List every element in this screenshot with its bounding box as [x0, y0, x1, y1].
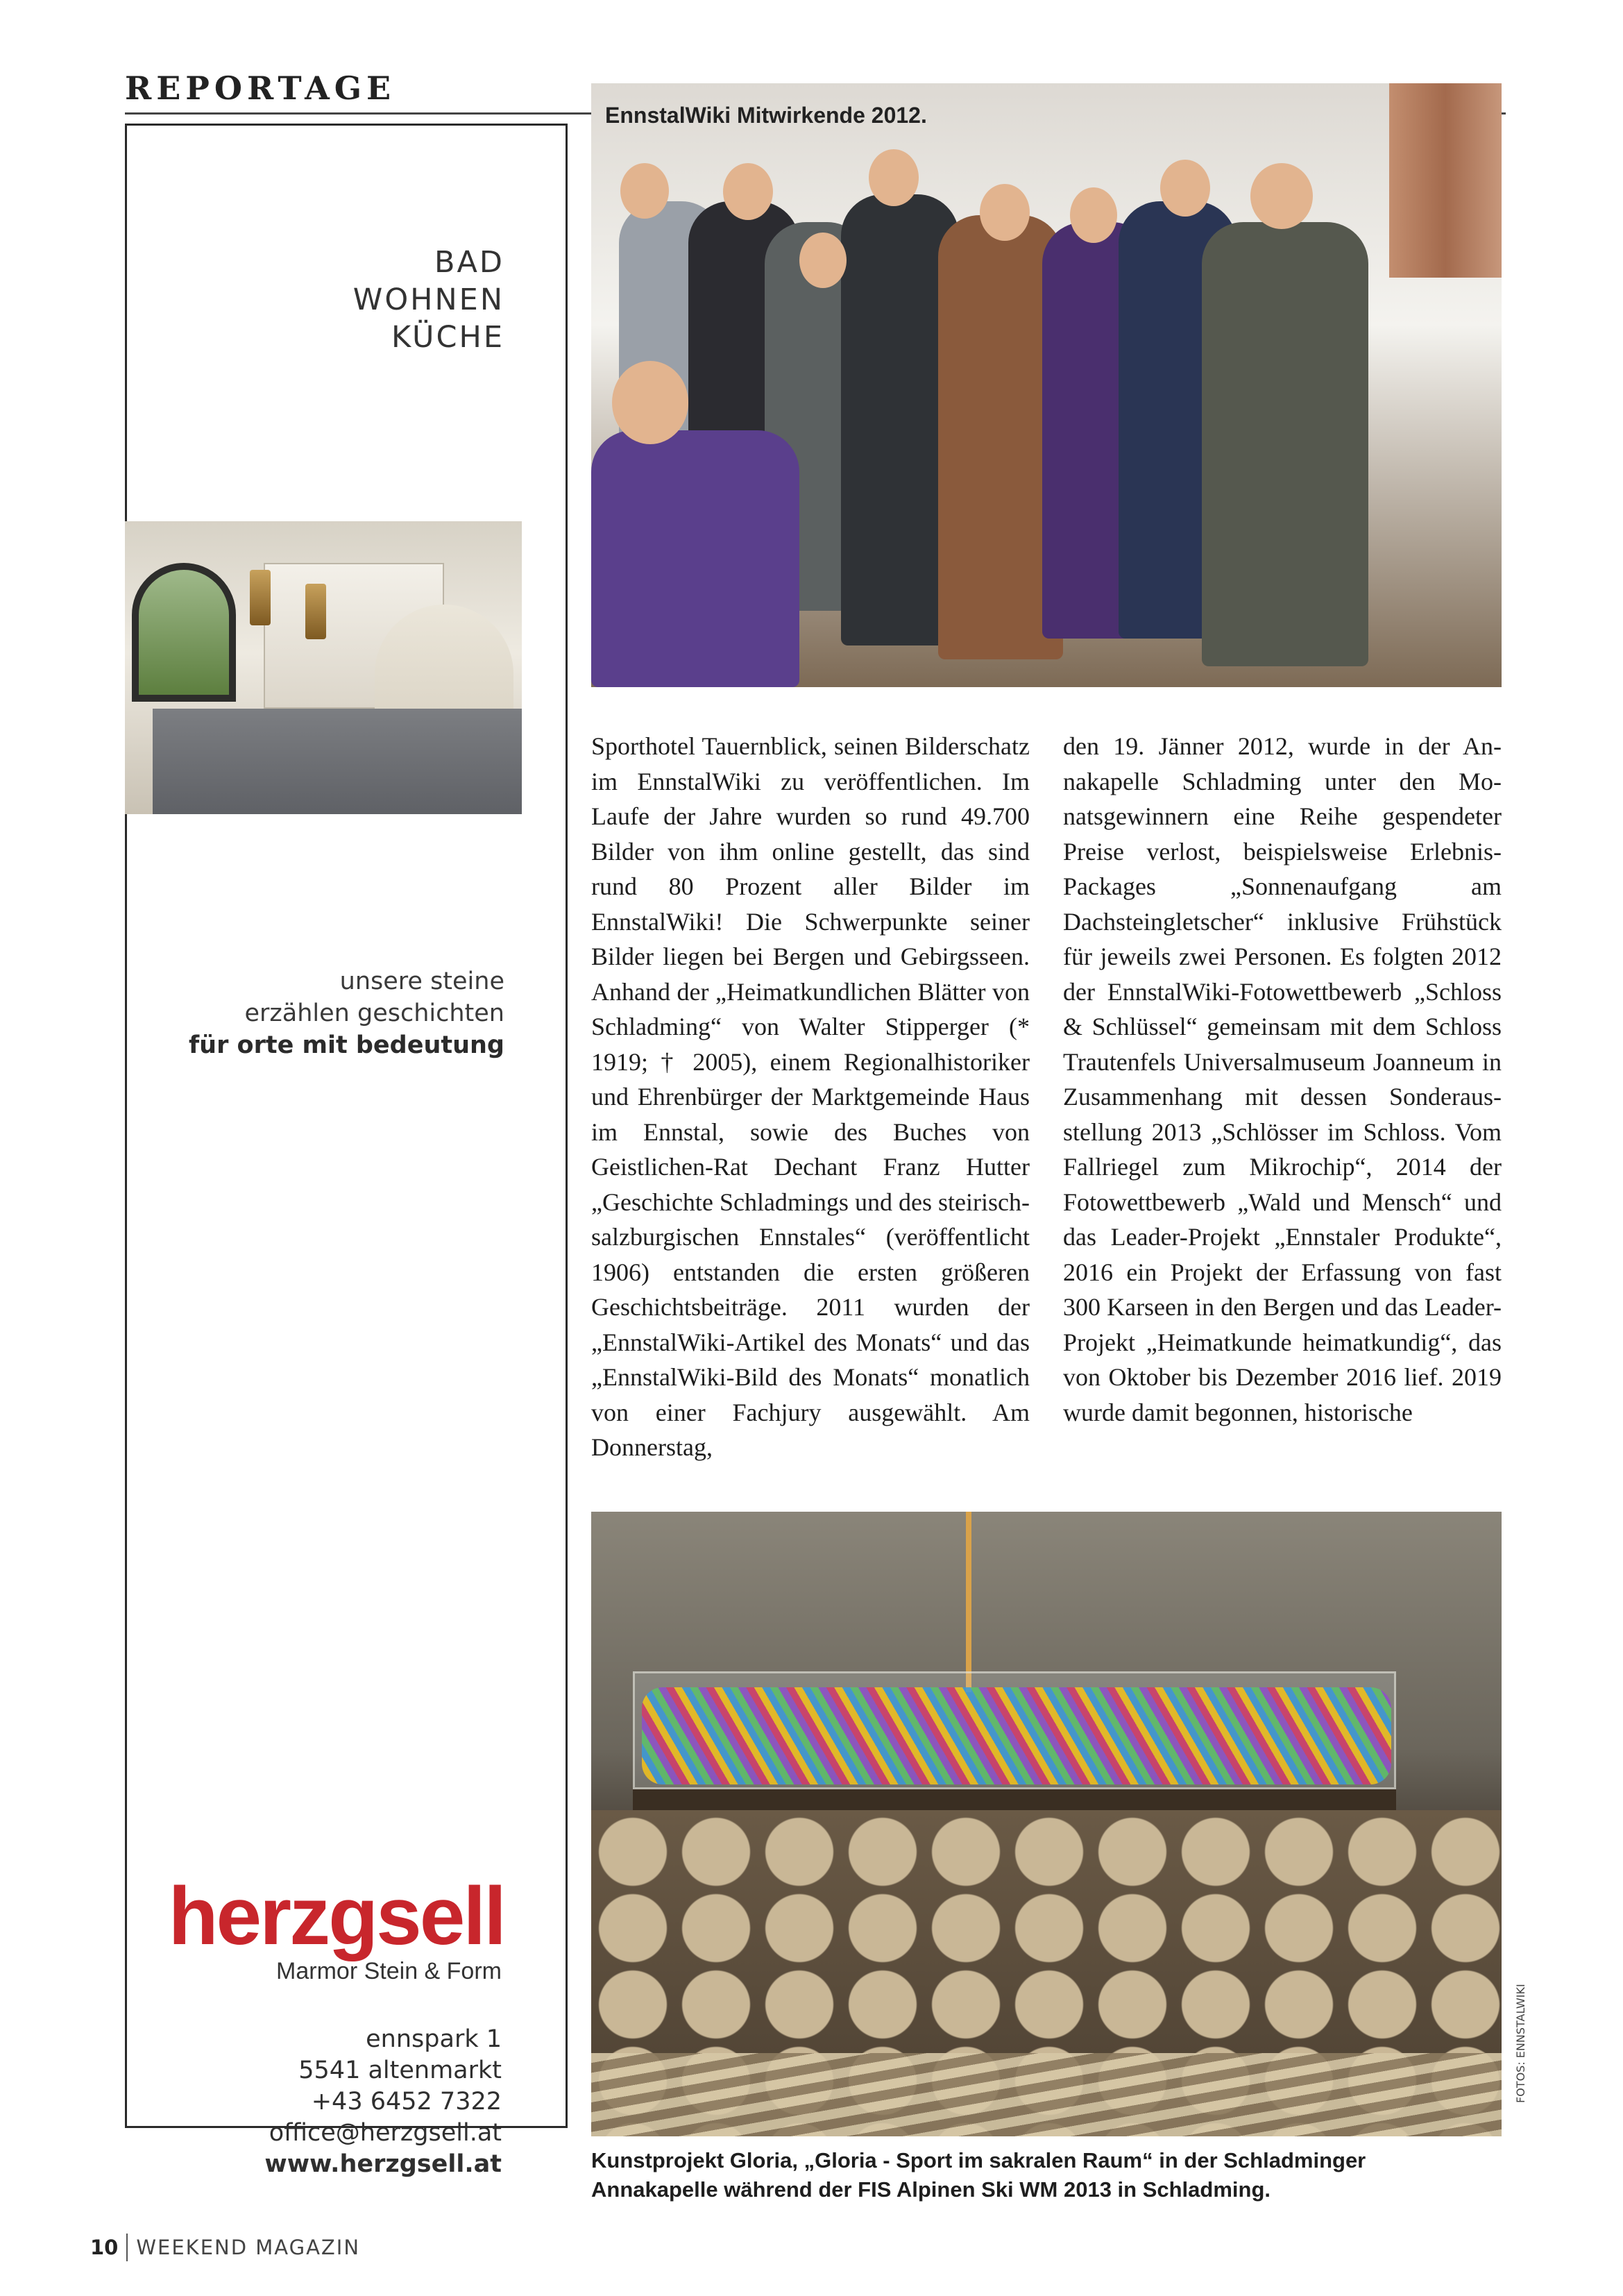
pendant-lamp [250, 570, 271, 625]
face [799, 233, 847, 288]
face [980, 184, 1030, 241]
website: www.herzgsell.at [264, 2150, 502, 2178]
ad-category: WOHNEN [352, 282, 504, 317]
caption-line: Annakapelle während der FIS Alpinen Ski WM 2013 in Schladming. [591, 2177, 1271, 2202]
face [1160, 160, 1210, 217]
art-installation-photo [591, 1512, 1502, 2136]
phone: +43 6452 7322 [311, 2088, 502, 2116]
slogan-line: unsere steine [339, 968, 504, 995]
ad-categories [353, 244, 504, 356]
article-column-1: Sporthotel Tauernblick, seinen Bilderschatz im EnnstalWiki zu veröffentlichen. Im Laufe der Jahre wurden so rund 49.700 Bilder von ihm online gestellt, das sind rund 80 Prozent aller Bilder im EnnstalWiki! Die Schwerpunkte seiner Bilder liegen bei Bergen und Gebirgsseen. Anhand der „Heimatkundlichen Blätter von Schladming“ von Walter Stipperger (* 1919; † 2005), einem Regionalhistoriker und Ehrenbürger der Marktgemeinde Haus im Ennstal, sowie des Buches von Geistlichen-Rat Dechant Franz Hutter „Geschichte Schladmings und des steirisch-salzburgischen Ennstales“ (veröffentlicht 1906) entstanden die ersten größeren Geschichtsbeiträge. 2011 wurden der „EnnstalWiki-Artikel des Monats“ und das „EnnstalWiki-Bild des Monats“ monatlich von einer Fachjury ausgewählt. Am Donnerstag, [591, 732, 1030, 1461]
ad-slogan [189, 965, 504, 1061]
address-street: ennspark 1 [366, 2025, 502, 2053]
face [1070, 187, 1117, 243]
herzgsell-logo: herzgsell [168, 1871, 504, 1962]
kitchen-photo [125, 521, 522, 814]
person [1202, 222, 1368, 666]
footer-divider [126, 2234, 128, 2261]
section-label: REPORTAGE [125, 69, 396, 107]
article-column-2: den 19. Jänner 2012, wurde in der Annakapelle Schladming unter den Monatsgewinnern eine Reihe gespendeter Preise verlost, beispielsweise Erlebnis-Packages „Sonnenaufgang am Dachsteingletscher“ inklusive Frühstück für jeweils zwei Personen. Es folgten 2012 der EnnstalWiki-Fotowettbewerb „Schloss & Schlüssel“ gemeinsam mit dem Schloss Trautenfels Universalmuseum Joanneum in Zusammenhang mit dessen Sonderausstellung 2013 „Schlösser im Schloss. Vom Fallriegel zum Mikrochip“, 2014 der Fotowettbewerb „Wald und Mensch“ und das Leader-Projekt „Ennstaler Produkte“, 2016 ein Projekt der Erfassung von fast 300 Karseen in den Bergen und das Leader-Projekt „Heimatkunde heimatkundig“, das von Oktober bis Dezember 2016 lief. 2019 wurde damit begonnen, historische [1063, 732, 1502, 1426]
photo-caption-bottom [591, 2146, 1502, 2204]
wooden-shelf [633, 1789, 1396, 1810]
photo-credit: FOTOS: ENNSTALWIKI [1514, 1984, 1527, 2103]
ad-contact [264, 2024, 502, 2180]
face [723, 163, 773, 220]
face [612, 361, 688, 444]
advertisement [125, 124, 568, 2178]
face [1250, 163, 1313, 229]
photo-caption-top: EnnstalWiki Mitwirkende 2012. [605, 103, 927, 128]
glass-case [633, 1671, 1396, 1789]
magazine-name: WEEKEND MAGAZIN [136, 2236, 361, 2259]
hanging-rope [966, 1512, 971, 1692]
stone-wall [1389, 83, 1502, 278]
slogan-line: erzählen geschichten [244, 999, 504, 1027]
face [869, 149, 919, 206]
kitchen-counter [153, 709, 522, 814]
person [591, 430, 799, 687]
page-footer [90, 2234, 360, 2261]
pendant-lamp [305, 584, 326, 639]
page-number: 10 [90, 2236, 119, 2259]
address-city: 5541 altenmarkt [298, 2057, 502, 2084]
kitchen-window [132, 563, 236, 702]
bone-pile [591, 2053, 1502, 2136]
ad-category: KÜCHE [391, 320, 504, 355]
group-photo [591, 83, 1502, 687]
slogan-line: für orte mit bedeutung [188, 1031, 504, 1059]
email: office@herzgsell.at [269, 2119, 502, 2147]
face [620, 163, 669, 219]
ad-category: BAD [434, 245, 504, 280]
logo-tagline: Marmor Stein & Form [276, 1958, 502, 1984]
caption-line: Kunstprojekt Gloria, „Gloria - Sport im sakralen Raum“ in der Schladminger [591, 2148, 1366, 2172]
colored-ribbons [642, 1687, 1391, 1784]
